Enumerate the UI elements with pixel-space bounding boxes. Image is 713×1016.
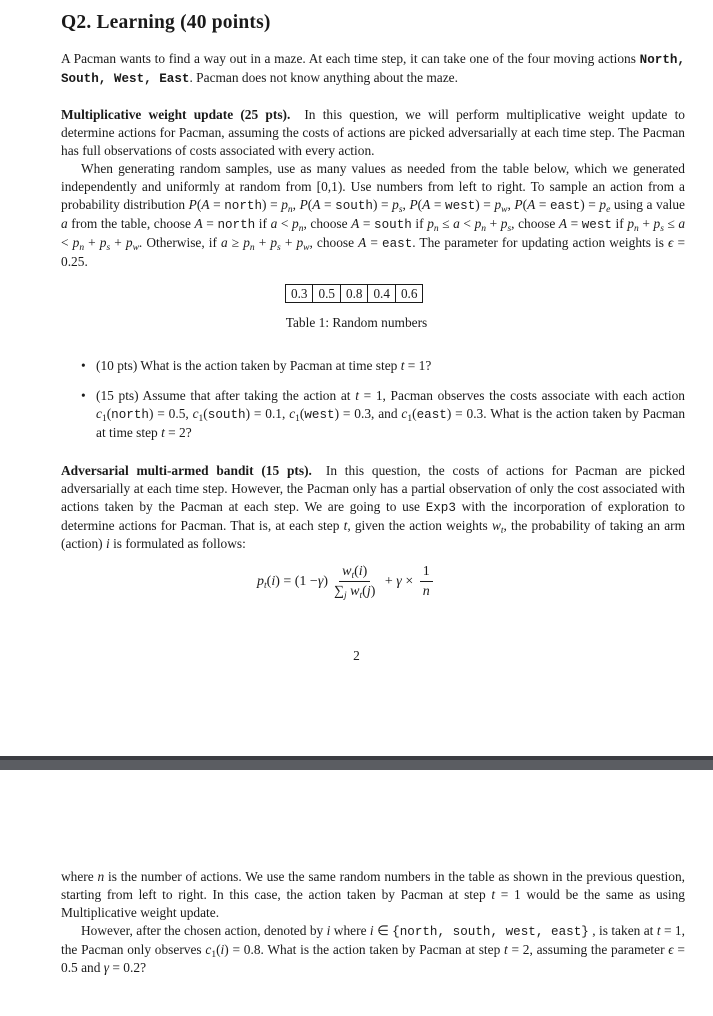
intro-paragraph: A Pacman wants to find a way out in a maze. At each time step, it can take one of the four moving actions North, South, West, East. Pacman does not know anything about the maze. [61,51,685,86]
bandit-heading: Adversarial multi-armed bandit (15 pts). [61,463,312,478]
mwu-heading: Multiplicative weight update (25 pts). [61,107,291,122]
bandit-continuation: where n is the number of actions. We use the same random numbers in the table as shown in the previous question, starting from left to right. In this case, the action taken by Pacman at step t = 1 would be the same as using Multiplicative weight update. However, after the chosen action, denoted by i where i ∈ {north, south, west, east} , is taken at t = 1, the Pacman only observes $c_1(i) = 0.8$. What is the action taken by Pacman at step t = 2, assuming the parameter ϵ = 0.5 and γ = 0.2? [61,869,686,975]
list-item: • (15 pts) Assume that after taking the action at t = 1, Pacman observes the costs associate with each action $c_1(north) = 0.5$, $c_1(south) = 0.1$, $c_1(west) = 0.3$, and $c_1(east) = 0.3$. What is the action taken by Pacman at time step t = 2? [81,388,686,440]
random-numbers-table [285,284,423,303]
table-cell: 0.8 [340,285,367,303]
page-number: 2 [353,648,360,663]
question-list [61,357,685,454]
table-cell: 0.3 [286,285,313,303]
table-cell: 0.5 [313,285,340,303]
question-title: Q2. Learning (40 points) [61,12,271,33]
table-cell: 0.4 [368,285,395,303]
probability-formula: $p_t$ ( i ) = (1 − γ ) $\frac{w_t(i)}{\sum_j w_t(j)}$ + γ × $\frac{1}{n}$ [257,563,436,600]
mwu-section: Multiplicative weight update (25 pts). In this question, we will perform multiplicative weight update to determine actions for Pacman, assuming the costs of actions are picked adversarially at each time step. The Pacman has full observations of costs associated with every action. When generating random samples, use as many values as needed from the table below, which we generated independently and uniformly at random from [0,1). Use numbers from left to right. To sample an action from a probability distribution P(A = north) = $p_n$, P(A = south) = $p_s$, P(A = west) = $p_w$, P(A = east) = $p_e$ using a value a from the table, choose A = north if $a < p_n$, choose A = south if $p_n \le a < p_n + p_s$, choose A = west if $p_n + p_s \le a < p_n + p_s + p_w$. Otherwise, if $a \ge p_n + p_s + p_w$, choose A = east. The parameter for updating action weights is ϵ = 0.25. [61,107,686,269]
table-caption: Table 1: Random numbers [285,315,428,330]
table-cell: 0.6 [395,285,422,303]
page-separator-edge [0,756,713,760]
list-item: • (10 pts) What is the action taken by Pacman at time step t = 1? [81,358,432,373]
bandit-section: Adversarial multi-armed bandit (15 pts). In this question, the costs of actions for Pacman are picked adversarially at each time step. However, the Pacman only has a partial observation of only the cost associated with actions taken by the Pacman at each step. We are going to use Exp3 with the incorporation of exploration to determine actions for Pacman. That is, at each step t, given the action weights $w_t$, the probability of taking an arm (action) i is formulated as follows: [61,463,686,551]
page-2 [0,770,713,1016]
